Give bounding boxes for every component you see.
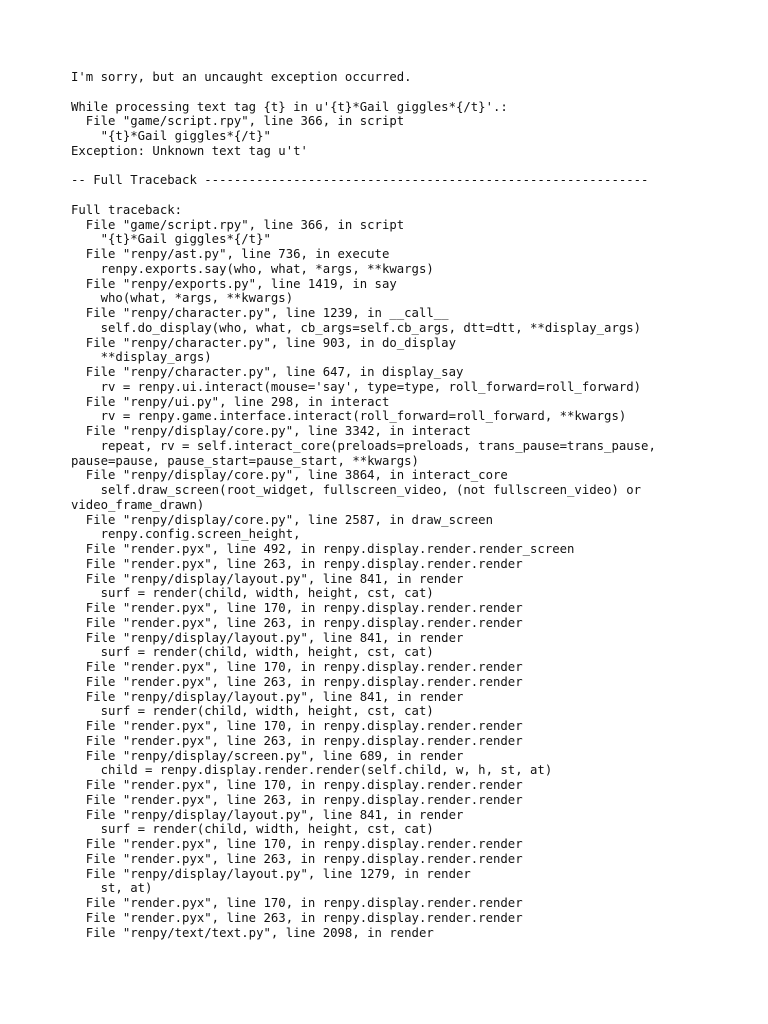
- traceback-line: File "render.pyx", line 263, in renpy.display.render.render: [71, 910, 523, 925]
- traceback-line: self.do_display(who, what, cb_args=self.cb_args, dtt=dtt, **display_args): [71, 320, 642, 335]
- traceback-line: File "render.pyx", line 170, in renpy.display.render.render: [71, 896, 523, 910]
- traceback-line: pause=pause, pause_start=pause_start, **kwargs): [71, 453, 419, 468]
- exception-traceback: [71, 70, 761, 940]
- traceback-line: File "renpy/display/layout.py", line 841, in render: [71, 807, 464, 822]
- traceback-line: I'm sorry, but an uncaught exception occurred.: [71, 70, 412, 84]
- traceback-line: File "renpy/text/text.py", line 2098, in render: [71, 925, 434, 940]
- traceback-line: File "renpy/display/screen.py", line 689, in render: [71, 748, 464, 763]
- traceback-line: File "render.pyx", line 263, in renpy.display.render.render: [71, 615, 523, 630]
- traceback-line: File "renpy/ui.py", line 298, in interact: [71, 394, 390, 409]
- traceback-line: File "render.pyx", line 170, in renpy.display.render.render: [71, 660, 523, 674]
- traceback-line: File "render.pyx", line 263, in renpy.display.render.render: [71, 792, 523, 807]
- traceback-line: "{t}*Gail giggles*{/t}": [71, 232, 271, 247]
- traceback-line: renpy.exports.say(who, what, *args, **kwargs): [71, 261, 434, 276]
- traceback-line: "{t}*Gail giggles*{/t}": [71, 129, 271, 143]
- traceback-line: File "render.pyx", line 170, in renpy.display.render.render: [71, 601, 523, 615]
- traceback-line: File "renpy/character.py", line 647, in display_say: [71, 365, 464, 379]
- traceback-line: [71, 159, 761, 174]
- traceback-line: File "renpy/exports.py", line 1419, in say: [71, 276, 397, 291]
- traceback-line: surf = render(child, width, height, cst, cat): [71, 645, 434, 660]
- traceback-line: video_frame_drawn): [71, 497, 205, 512]
- traceback-line: surf = render(child, width, height, cst, cat): [71, 704, 434, 719]
- traceback-line: repeat, rv = self.interact_core(preloads=preloads, trans_pause=trans_pause,: [71, 438, 656, 453]
- traceback-line: self.draw_screen(root_widget, fullscreen_video, (not fullscreen_video) or: [71, 483, 642, 497]
- traceback-line: File "renpy/ast.py", line 736, in execute: [71, 247, 390, 261]
- traceback-line: renpy.config.screen_height,: [71, 527, 301, 542]
- traceback-line: surf = render(child, width, height, cst, cat): [71, 822, 434, 837]
- traceback-line: child = renpy.display.render.render(self.child, w, h, st, at): [71, 763, 553, 778]
- traceback-line: Exception: Unknown text tag u't': [71, 143, 308, 158]
- traceback-line: File "game/script.rpy", line 366, in script: [71, 217, 405, 232]
- traceback-line: File "renpy/display/core.py", line 3864, in interact_core: [71, 468, 508, 483]
- traceback-line: **display_args): [71, 350, 212, 365]
- traceback-line: st, at): [71, 881, 153, 896]
- traceback-line: File "renpy/character.py", line 1239, in __call__: [71, 306, 449, 320]
- traceback-line: File "render.pyx", line 263, in renpy.display.render.render: [71, 674, 523, 689]
- traceback-line: surf = render(child, width, height, cst, cat): [71, 586, 434, 601]
- traceback-line: [71, 85, 761, 100]
- traceback-line: File "renpy/display/layout.py", line 1279, in render: [71, 866, 471, 881]
- traceback-line: While processing text tag {t} in u'{t}*Gail giggles*{/t}'.:: [71, 99, 508, 114]
- traceback-line: File "render.pyx", line 263, in renpy.display.render.render: [71, 733, 523, 748]
- traceback-line: File "render.pyx", line 170, in renpy.display.render.render: [71, 837, 523, 851]
- traceback-line: File "renpy/display/core.py", line 2587, in draw_screen: [71, 512, 493, 527]
- traceback-line: File "render.pyx", line 263, in renpy.display.render.render: [71, 556, 523, 571]
- traceback-line: File "game/script.rpy", line 366, in script: [71, 114, 405, 129]
- traceback-line: File "renpy/display/layout.py", line 841, in render: [71, 689, 464, 704]
- traceback-line: rv = renpy.game.interface.interact(roll_forward=roll_forward, **kwargs): [71, 409, 627, 424]
- traceback-line: -- Full Traceback ------------------------------------------------------------: [71, 173, 649, 188]
- traceback-line: Full traceback:: [71, 202, 183, 217]
- traceback-line: File "render.pyx", line 170, in renpy.display.render.render: [71, 778, 523, 792]
- traceback-line: rv = renpy.ui.interact(mouse='say', type=type, roll_forward=roll_forward): [71, 379, 642, 394]
- traceback-line: File "renpy/display/layout.py", line 841, in render: [71, 571, 464, 586]
- traceback-line: who(what, *args, **kwargs): [71, 291, 294, 306]
- traceback-line: [71, 188, 761, 203]
- traceback-line: File "render.pyx", line 170, in renpy.display.render.render: [71, 719, 523, 733]
- traceback-line: File "renpy/character.py", line 903, in do_display: [71, 335, 456, 350]
- traceback-line: File "renpy/display/layout.py", line 841, in render: [71, 630, 464, 645]
- traceback-line: File "renpy/display/core.py", line 3342, in interact: [71, 424, 471, 438]
- traceback-line: File "render.pyx", line 263, in renpy.display.render.render: [71, 851, 523, 866]
- traceback-line: File "render.pyx", line 492, in renpy.display.render.render_screen: [71, 542, 575, 556]
